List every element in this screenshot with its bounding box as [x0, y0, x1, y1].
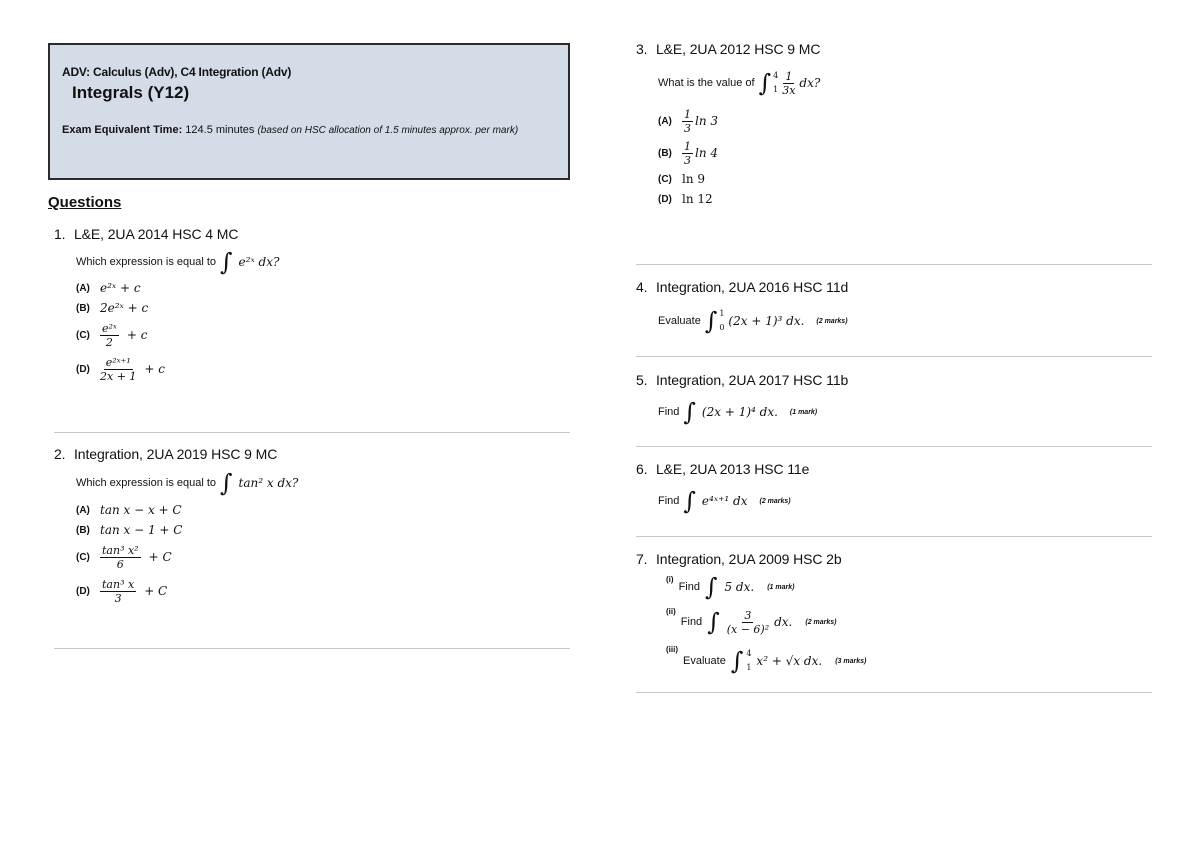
- option-c: [76, 540, 570, 574]
- stem-text: What is the value of: [658, 77, 755, 89]
- denominator: 3: [114, 591, 122, 605]
- divider: [636, 692, 1152, 693]
- denominator: 2: [105, 335, 113, 349]
- integral-bounds: [773, 69, 778, 97]
- question-2: [54, 446, 570, 608]
- option-label: (B): [658, 147, 672, 159]
- integral-bounds: [746, 647, 751, 675]
- option-label: (D): [76, 363, 90, 375]
- question-title: [636, 279, 1152, 295]
- option-label: (B): [76, 524, 90, 536]
- option-d: [658, 189, 1152, 209]
- worksheet-header: [48, 43, 570, 180]
- question-title: [636, 461, 1152, 477]
- marks: (2 marks): [759, 497, 791, 505]
- option-label: (A): [658, 115, 672, 127]
- exam-time-label: Exam Equivalent Time:: [62, 124, 183, 136]
- integrand-tail: dx.: [774, 615, 793, 629]
- exam-time-note: (based on HSC allocation of 1.5 minutes approx. per mark): [257, 125, 519, 136]
- question-stem: [76, 466, 570, 500]
- option-c: [76, 318, 570, 352]
- denominator: 6: [116, 557, 124, 571]
- denominator: 3: [684, 121, 691, 135]
- question-stem: [76, 246, 570, 278]
- option-fraction: [100, 356, 136, 383]
- option-text: ln 12: [682, 192, 713, 206]
- option-tail: + c: [126, 328, 148, 342]
- page-title: Integrals (Y12): [72, 83, 190, 102]
- integrand-fraction: [782, 70, 795, 97]
- integral-sign: ∫: [704, 307, 718, 335]
- option-label: (C): [658, 173, 672, 185]
- integral-sign: ∫: [730, 647, 744, 675]
- question-number: 3.: [636, 41, 648, 57]
- marks: (3 marks): [835, 657, 867, 665]
- question-title: [636, 372, 1152, 388]
- integrand: (2x + 1)³ dx.: [728, 314, 805, 328]
- upper-bound: 4: [746, 649, 752, 658]
- option-label: (C): [76, 551, 90, 563]
- numerator: tan³ x²: [102, 543, 139, 557]
- part-label: (ii): [666, 607, 676, 616]
- option-label: (B): [76, 302, 90, 314]
- option-c: [658, 169, 1152, 189]
- option-b: [76, 298, 570, 318]
- question-stem: [658, 481, 1152, 521]
- option-a: [76, 278, 570, 298]
- divider: [636, 536, 1152, 537]
- divider: [636, 264, 1152, 265]
- lower-bound: 0: [719, 323, 725, 332]
- question-number: 5.: [636, 372, 648, 388]
- part-i: [666, 571, 1152, 603]
- exam-time-value: 124.5 minutes: [185, 124, 255, 136]
- integral-sign: ∫: [758, 69, 772, 97]
- numerator: tan³ x: [102, 577, 135, 591]
- integral-sign: ∫: [683, 487, 696, 515]
- integral-sign: ∫: [683, 398, 696, 426]
- numerator: e²ˣ: [102, 321, 117, 335]
- question-source: L&E, 2UA 2013 HSC 11e: [656, 461, 810, 477]
- integrand: e⁴ˣ⁺¹ dx: [701, 494, 748, 508]
- option-label: (D): [76, 585, 90, 597]
- option-d: [76, 352, 570, 386]
- option-tail: + C: [148, 550, 172, 564]
- integral-sign: ∫: [220, 469, 233, 497]
- option-fraction: [100, 544, 141, 571]
- stem-text: Which expression is equal to: [76, 256, 217, 268]
- integral-sign: ∫: [704, 573, 718, 601]
- part-verb: Evaluate: [683, 655, 726, 667]
- question-title: [636, 41, 1152, 57]
- question-stem: [658, 61, 1152, 105]
- option-b: [658, 137, 1152, 169]
- option-tail: ln 4: [695, 146, 719, 160]
- option-tail: + c: [144, 362, 166, 376]
- integrand-tail: dx?: [799, 76, 821, 90]
- question-source: Integration, 2UA 2019 HSC 9 MC: [74, 446, 278, 462]
- marks: (1 mark): [789, 408, 818, 416]
- option-fraction: [100, 578, 136, 605]
- question-stem: [658, 299, 1152, 343]
- question-title: [54, 226, 570, 242]
- question-4: [636, 279, 1152, 343]
- option-fraction: [100, 322, 119, 349]
- part-label: (iii): [666, 645, 678, 654]
- option-d: [76, 574, 570, 608]
- question-6: [636, 461, 1152, 521]
- integral-sign: ∫: [707, 608, 720, 636]
- option-text: 2e²ˣ + c: [100, 301, 149, 315]
- option-label: (A): [76, 282, 90, 294]
- marks: (1 mark): [767, 583, 795, 591]
- part-ii: [666, 603, 1152, 641]
- option-tail: ln 3: [695, 114, 719, 128]
- option-text: ln 9: [682, 172, 706, 186]
- denominator: 3x: [782, 83, 796, 97]
- divider: [54, 648, 570, 649]
- question-7: [636, 551, 1152, 681]
- question-title: [54, 446, 570, 462]
- stem-text: Which expression is equal to: [76, 477, 217, 489]
- integral-sign: ∫: [220, 248, 233, 276]
- option-a: [76, 500, 570, 520]
- upper-bound: 1: [719, 309, 725, 318]
- marks: (2 marks): [816, 317, 848, 325]
- option-label: (A): [76, 504, 90, 516]
- question-stem: [658, 392, 1152, 432]
- option-text: tan x − 1 + C: [100, 523, 183, 537]
- questions-heading: Questions: [48, 194, 122, 211]
- question-title: [636, 551, 1152, 567]
- numerator: 1: [684, 107, 691, 121]
- numerator: 1: [684, 139, 691, 153]
- option-text: e²ˣ + c: [100, 281, 141, 295]
- option-a: [658, 105, 1152, 137]
- option-fraction: [682, 108, 693, 135]
- marks: (2 marks): [805, 618, 837, 626]
- question-source: L&E, 2UA 2014 HSC 4 MC: [74, 226, 239, 242]
- numerator: e²ˣ⁺¹: [105, 355, 131, 369]
- option-b: [76, 520, 570, 540]
- integrand: tan² x dx?: [238, 476, 299, 490]
- question-1: [54, 226, 570, 386]
- question-number: 4.: [636, 279, 648, 295]
- question-number: 1.: [54, 226, 66, 242]
- numerator: 1: [785, 69, 793, 83]
- integrand: 5 dx.: [724, 580, 755, 594]
- exam-time: [62, 123, 558, 138]
- part-verb: Find: [680, 616, 703, 628]
- question-number: 6.: [636, 461, 648, 477]
- integrand: (2x + 1)⁴ dx.: [701, 405, 778, 419]
- part-label: (i): [666, 575, 674, 584]
- stem-text: Find: [658, 495, 680, 507]
- question-source: Integration, 2UA 2016 HSC 11d: [656, 279, 849, 295]
- integrand: x² + √x dx.: [756, 654, 823, 668]
- upper-bound: 4: [773, 71, 779, 80]
- option-label: (C): [76, 329, 90, 341]
- option-fraction: [682, 140, 693, 167]
- question-source: Integration, 2UA 2017 HSC 11b: [656, 372, 849, 388]
- integrand: e²ˣ dx?: [238, 255, 280, 269]
- question-source: L&E, 2UA 2012 HSC 9 MC: [656, 41, 821, 57]
- part-iii: [666, 641, 1152, 681]
- question-source: Integration, 2UA 2009 HSC 2b: [656, 551, 842, 567]
- question-3: [636, 41, 1152, 209]
- stem-text: Evaluate: [658, 315, 701, 327]
- lower-bound: 1: [773, 85, 779, 94]
- question-number: 7.: [636, 551, 648, 567]
- integrand-fraction: [727, 609, 769, 636]
- divider: [636, 446, 1152, 447]
- numerator: 3: [744, 608, 752, 622]
- denominator: 3: [684, 153, 691, 167]
- integral-bounds: [719, 307, 724, 335]
- header-topic: ADV: Calculus (Adv), C4 Integration (Adv): [62, 65, 292, 79]
- question-5: [636, 372, 1152, 432]
- divider: [54, 432, 570, 433]
- option-tail: + C: [144, 584, 168, 598]
- denominator: (x − 6)²: [726, 622, 770, 636]
- divider: [636, 356, 1152, 357]
- part-verb: Find: [678, 581, 700, 593]
- lower-bound: 1: [746, 663, 752, 672]
- option-text: tan x − x + C: [100, 503, 182, 517]
- denominator: 2x + 1: [100, 369, 137, 383]
- option-label: (D): [658, 193, 672, 205]
- stem-text: Find: [658, 406, 680, 418]
- question-number: 2.: [54, 446, 66, 462]
